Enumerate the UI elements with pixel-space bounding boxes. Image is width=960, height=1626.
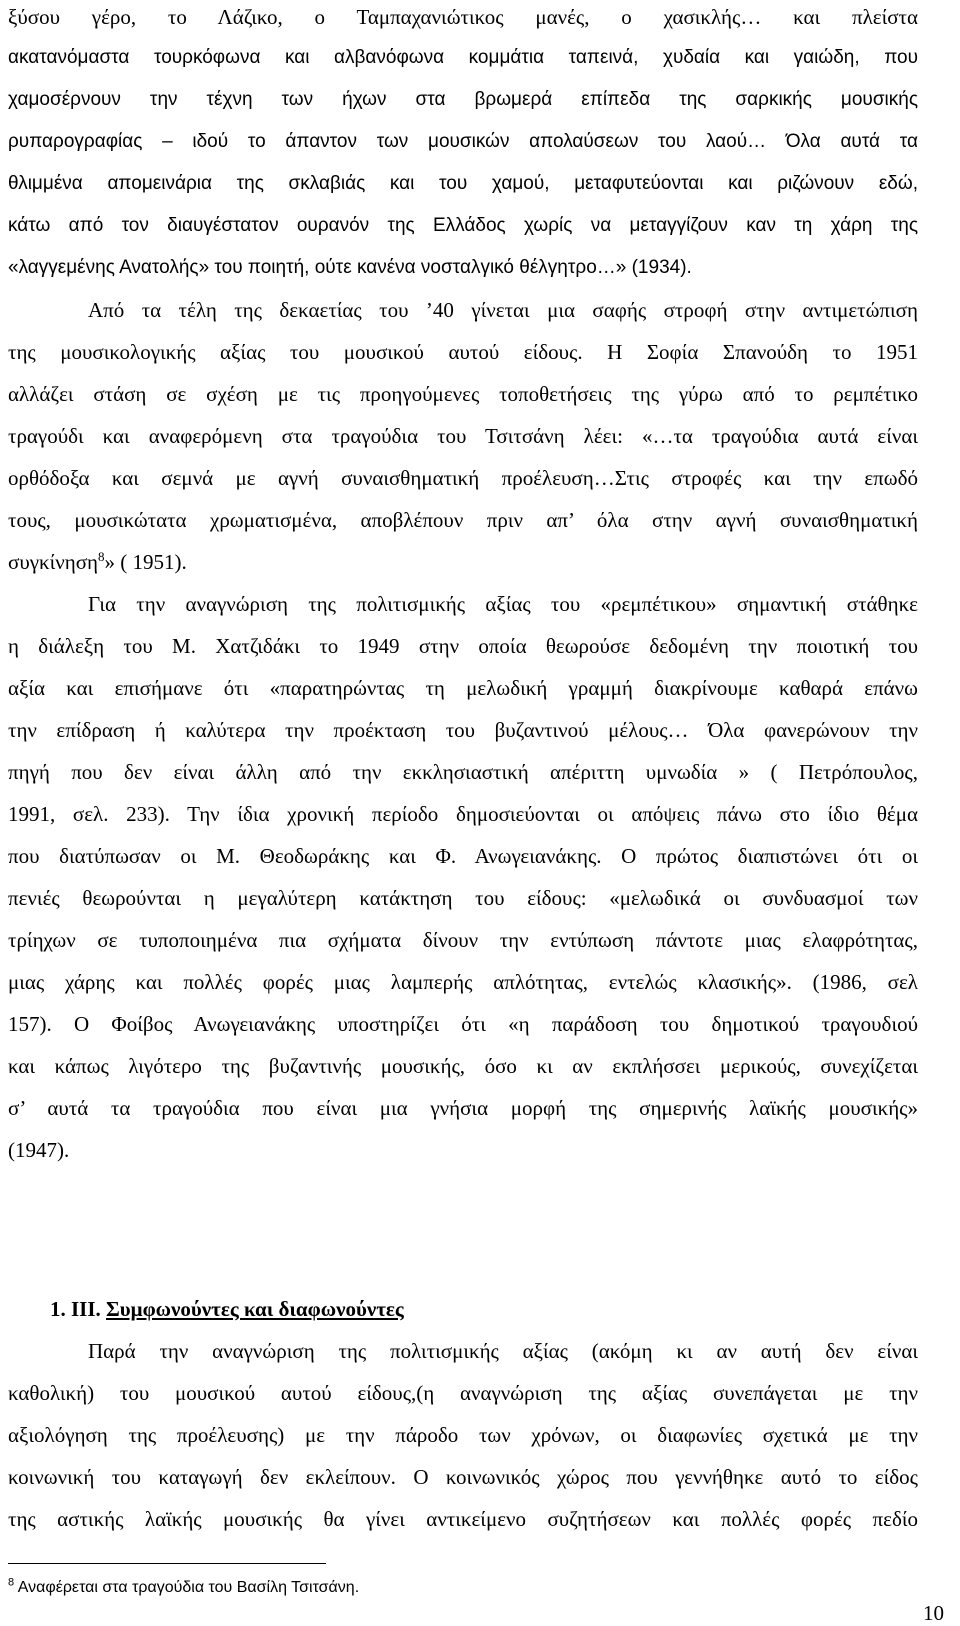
text-line: Για την αναγνώριση της πολιτισμικής αξίας του «ρεμπέτικου» σημαντική στάθηκε bbox=[88, 592, 918, 616]
text-line: ορθόδοξα και σεμνά με αγνή συναισθηματική προέλευση…Στις στροφές και την επωδό bbox=[8, 466, 918, 490]
text-line: αξία και επισήμανε ότι «παρατηρώντας τη μελωδική γραμμή διακρίνουμε καθαρά επάνω bbox=[8, 676, 918, 700]
section-heading bbox=[50, 1294, 404, 1324]
text-line: ρυπαρογραφίας – ιδού το άπαντον των μουσικών απολαύσεων του λαού… Όλα αυτά τα bbox=[8, 131, 918, 152]
text-line: Από τα τέλη της δεκαετίας του ’40 γίνεται μια σαφής στροφή στην αντιμετώπιση bbox=[88, 298, 918, 322]
text-line: τραγούδι και αναφερόμενη στα τραγούδια του Τσιτσάνη λέει: «…τα τραγούδια αυτά είναι bbox=[8, 424, 918, 448]
text-line: ξύσου γέρο, το Λάζικο, ο Ταμπαχανιώτικος μανές, ο χασικλής… και πλείστα bbox=[8, 5, 918, 29]
text-line: «λαγγεμένης Ανατολής» του ποιητή, ούτε κανένα νοσταλγικό θέλγητρο…» (1934). bbox=[8, 257, 692, 278]
text-line: καθολική) του μουσικού αυτού είδους,(η αναγνώριση της αξίας συνεπάγεται με την bbox=[8, 1381, 918, 1405]
text-line: αξιολόγηση της προέλευσης) με την πάροδο των χρόνων, οι διαφωνίες σχετικά με την bbox=[8, 1423, 918, 1447]
footnote bbox=[8, 1578, 359, 1598]
heading-title: Συμφωνούντες και διαφωνούντες bbox=[106, 1297, 404, 1321]
text-line: της αστικής λαϊκής μουσικής θα γίνει αντικείμενο συζητήσεων και πολλές φορές πεδίο bbox=[8, 1507, 918, 1531]
heading-number: 1. bbox=[50, 1297, 66, 1321]
text-line: Παρά την αναγνώριση της πολιτισμικής αξίας (ακόμη κι αν αυτή δεν είναι bbox=[88, 1339, 918, 1363]
heading-roman: ΙΙΙ. bbox=[71, 1297, 101, 1321]
text-line: της μουσικολογικής αξίας του μουσικού αυτού είδους. Η Σοφία Σπανούδη το 1951 bbox=[8, 340, 918, 364]
text-line: σ’ αυτά τα τραγούδια που είναι μια γνήσια μορφή της σημερινής λαϊκής μουσικής» bbox=[8, 1096, 918, 1120]
text-line bbox=[8, 547, 918, 577]
footnote-reference[interactable]: 8 bbox=[98, 549, 105, 564]
text-fragment: συγκίνηση bbox=[8, 550, 99, 574]
footnote-marker: 8 bbox=[8, 1576, 15, 1589]
footnote-separator bbox=[8, 1563, 326, 1564]
text-line: και κάπως λιγότερο της βυζαντινής μουσικής, όσο κι αν εκπλήσσει μερικούς, συνεχίζεται bbox=[8, 1054, 918, 1078]
text-line: χαμοσέρνουν την τέχνη των ήχων στα βρωμερά επίπεδα της σαρκικής μουσικής bbox=[8, 89, 918, 110]
text-line: τους, μουσικώτατα χρωματισμένα, αποβλέπουν πριν απ’ όλα στην αγνή συναισθηματική bbox=[8, 508, 918, 532]
text-line: που διατύπωσαν οι Μ. Θεοδωράκης και Φ. Ανωγειανάκης. Ο πρώτος διαπιστώνει ότι οι bbox=[8, 844, 918, 868]
text-line: τρίηχων σε τυποποιημένα πια σχήματα δίνουν την εντύπωση πάντοτε μιας ελαφρότητας, bbox=[8, 928, 918, 952]
text-line: 157). Ο Φοίβος Ανωγειανάκης υποστηρίζει ότι «η παράδοση του δημοτικού τραγουδιού bbox=[8, 1012, 918, 1036]
text-line: θλιμμένα απομεινάρια της σκλαβιάς και του χαμού, μεταφυτεύονται και ριζώνουν εδώ, bbox=[8, 173, 918, 194]
text-fragment: » ( 1951). bbox=[104, 550, 187, 574]
footnote-text: Αναφέρεται στα τραγούδια του Βασίλη Τσιτσάνη. bbox=[14, 1579, 360, 1596]
text-line: (1947). bbox=[8, 1138, 70, 1162]
text-line: κάτω από τον διαυγέστατον ουρανόν της Ελλάδος χωρίς να μεταγγίζουν καν τη χάρη της bbox=[8, 215, 918, 236]
text-line: αλλάζει στάση σε σχέση με τις προηγούμενες τοποθετήσεις της γύρω από το ρεμπέτικο bbox=[8, 382, 918, 406]
text-line: την επίδραση ή καλύτερα την προέκταση του βυζαντινού μέλους… Όλα φανερώνουν την bbox=[8, 718, 918, 742]
text-line: 1991, σελ. 233). Την ίδια χρονική περίοδο δημοσιεύονται οι απόψεις πάνω στο ίδιο θέμα bbox=[8, 802, 918, 826]
text-line: μιας χάρης και πολλές φορές μιας λαμπερής απλότητας, εντελώς κλασικής». (1986, σελ bbox=[8, 970, 918, 994]
page-number: 10 bbox=[923, 1601, 944, 1625]
text-line: ακατανόμαστα τουρκόφωνα και αλβανόφωνα κομμάτια ταπεινά, χυδαία και γαιώδη, που bbox=[8, 47, 918, 68]
text-line: πενιές θεωρούνται η μεγαλύτερη κατάκτηση του είδους: «μελωδικά οι συνδυασμοί των bbox=[8, 886, 918, 910]
text-line: η διάλεξη του Μ. Χατζιδάκι το 1949 στην οποία θεωρούσε δεδομένη την ποιοτική του bbox=[8, 634, 918, 658]
text-line: κοινωνική του καταγωγή δεν εκλείπουν. Ο κοινωνικός χώρος που γεννήθηκε αυτό το είδος bbox=[8, 1465, 918, 1489]
text-line: πηγή που δεν είναι άλλη από την εκκλησιαστική απέριττη υμνωδία » ( Πετρόπουλος, bbox=[8, 760, 918, 784]
